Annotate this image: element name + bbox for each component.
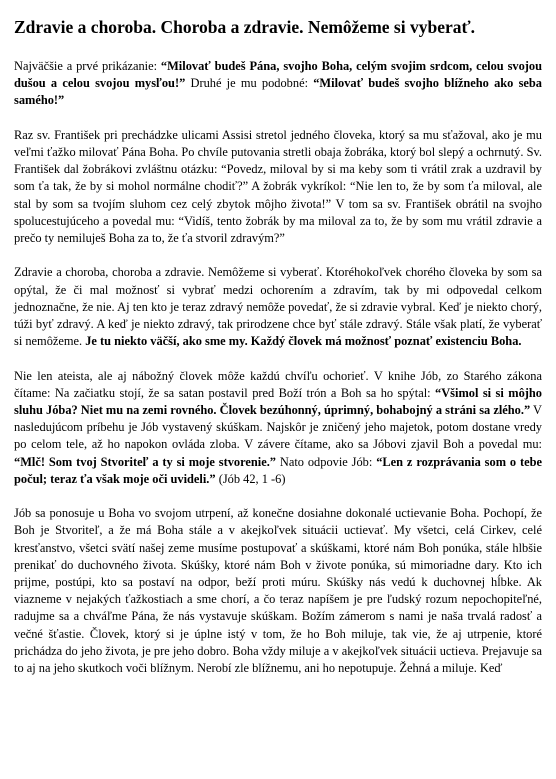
page-title: Zdravie a choroba. Choroba a zdravie. Nemôžeme si vyberať. [14, 17, 475, 37]
paragraph-francis-story: Raz sv. František pri prechádzke ulicami Assisi stretol jedného človeka, ktorý sa mu sťažoval, ako je mu veľmi ťažko milovať Pána Boha. Po chvíle putovania stretli obaja žobráka, ktorý bol slepý a ochrnutý. Sv. František dal žobrákovi zvláštnu otázku: “Povedz, miloval by si ma keby som ti vrátil zrak a uzdravil by som ťa tak, že by si mohol normálne chodiť?” A žobrák vykríkol: “Nie len to, že by som ťa miloval, ale stal by som sa tvojím sluhom cez celý zbytok môjho života!” V tom sa sv. František obrátil na svojho spolucestujúceho a povedal mu: “Vidíš, tento žobrák by ma miloval za to, že by som mu vrátil zdravie a prečo ty nemiluješ Boha za to, že ťa stvoril zdravým?” [14, 127, 542, 246]
p4-bold-b: “Všimol si si môjho sluhu Jóba? Niet mu na zemi rovného. Človek bezúhonný, úprimný, bohabojný a stráni sa zlého.” [14, 385, 542, 418]
paragraph-job-trials: Jób sa ponosuje u Boha vo svojom utrpení, až konečne dosiahne dokonalé uctievanie Boha. Pochopí, že Boh je Stvoriteľ, a že má Boha stále a v akejkoľvek situácii uctievať. My všetci, celá Cirkev, celé kresťanstvo, všetci svätí našej zeme musíme postupovať a skúškami, ktoré nám Boh ponúka, stále hlbšie prenikať do duchovného života. Skúšky, ktoré nám Boh v živote ponúka, sú mimoriadne dary. Kto ich prijme, postúpi, kto sa postaví na odpor, beží proti múru. Skúšky nás vedú k duchovnej hĺbke. Ak viazneme v nejakých ťažkostiach a sme chorí, a čo teraz napíšem je pre ľudský rozum nepochopiteľné, radujme sa a chváľme Pána, že nás vystavuje skúškam. Božím zámerom s nami je naša trvalá radosť a večné šťastie. Človek, ktorý si je úplne istý v tom, že ho Boh miluje, tak vie, že aj utrpenie, ktoré prichádza do jeho života, je pre jeho dobro. Boha vždy miluje a v akejkoľvek situácii uctieva. Prejavuje sa to aj na jeho skutkoch voči blížnym. Nerobí zle blížnemu, ani ho nepotupuje. Žehná a miluje. Keď [14, 506, 542, 676]
p3-bold-b: Je tu niekto väčší, ako sme my. Každý človek má možnosť poznať existenciu Boha. [85, 334, 522, 349]
p3-text-a: Zdravie a choroba, choroba a zdravie. Nemôžeme si vyberať. Ktorého​koľvek chorého človeka by som sa opýtal, že či mal možnosť si vybrať medzi ochorením a zdravím, tak by mi odpovedal celkom jednoznačne, že nie. Aj ten kto je teraz zdravý nemôže povedať, že si zdravie vybral. Keď je niekto chorý, túži byť zdravý. A keď je niekto zdravý, tak prirodzene chce byť stále zdravý. Stále však platí, že vyberať si nemôžeme. [14, 265, 542, 349]
p1-bold-b: “Milovať budeš Pána, svojho Boha, celým svojim srdcom, celou svojou dušou a celou svojou mysľou!” [14, 59, 542, 91]
p1-text-c: Druhé je mu podobné: [185, 76, 314, 91]
p4-text-g: (Jób 42, 1 -6) [215, 471, 286, 486]
p1-text-a: Najväčšie a prvé prikázanie: [14, 59, 161, 73]
paragraph-job [14, 368, 542, 488]
p1-bold-d: “Milovať budeš svojho blížneho ako seba samého!” [14, 76, 543, 108]
paragraph-health-choice [14, 264, 542, 350]
paragraph-commandment [14, 58, 542, 110]
p4-bold-f: “Len z rozprávania som o tebe počul; teraz ťa však moje oči uvideli.” [14, 454, 542, 486]
p4-bold-d: “Mlč! Som tvoj Stvoriteľ a ty si moje stvorenie.” [14, 454, 277, 469]
p4-text-a: Nie len ateista, ale aj nábožný človek môže každú chvíľu ochorieť. V knihe Jób, zo Starého zákona čítame: Na začiatku stojí, že sa satan postavil pred Boží trón a Boh sa ho spýtal: [14, 368, 542, 400]
p4-text-e: Nato odpovie Jób: [276, 454, 377, 469]
p4-text-c: V nasledujúcom príbehu je Jób vystavený skúškam. Najskôr je zničený jeho majetok, potom dostane vredy po celom tele, až ho napokon ovláda zloba. V závere čítame, ako sa Jóbovi zjavil Boh a povedal mu: [14, 403, 542, 452]
